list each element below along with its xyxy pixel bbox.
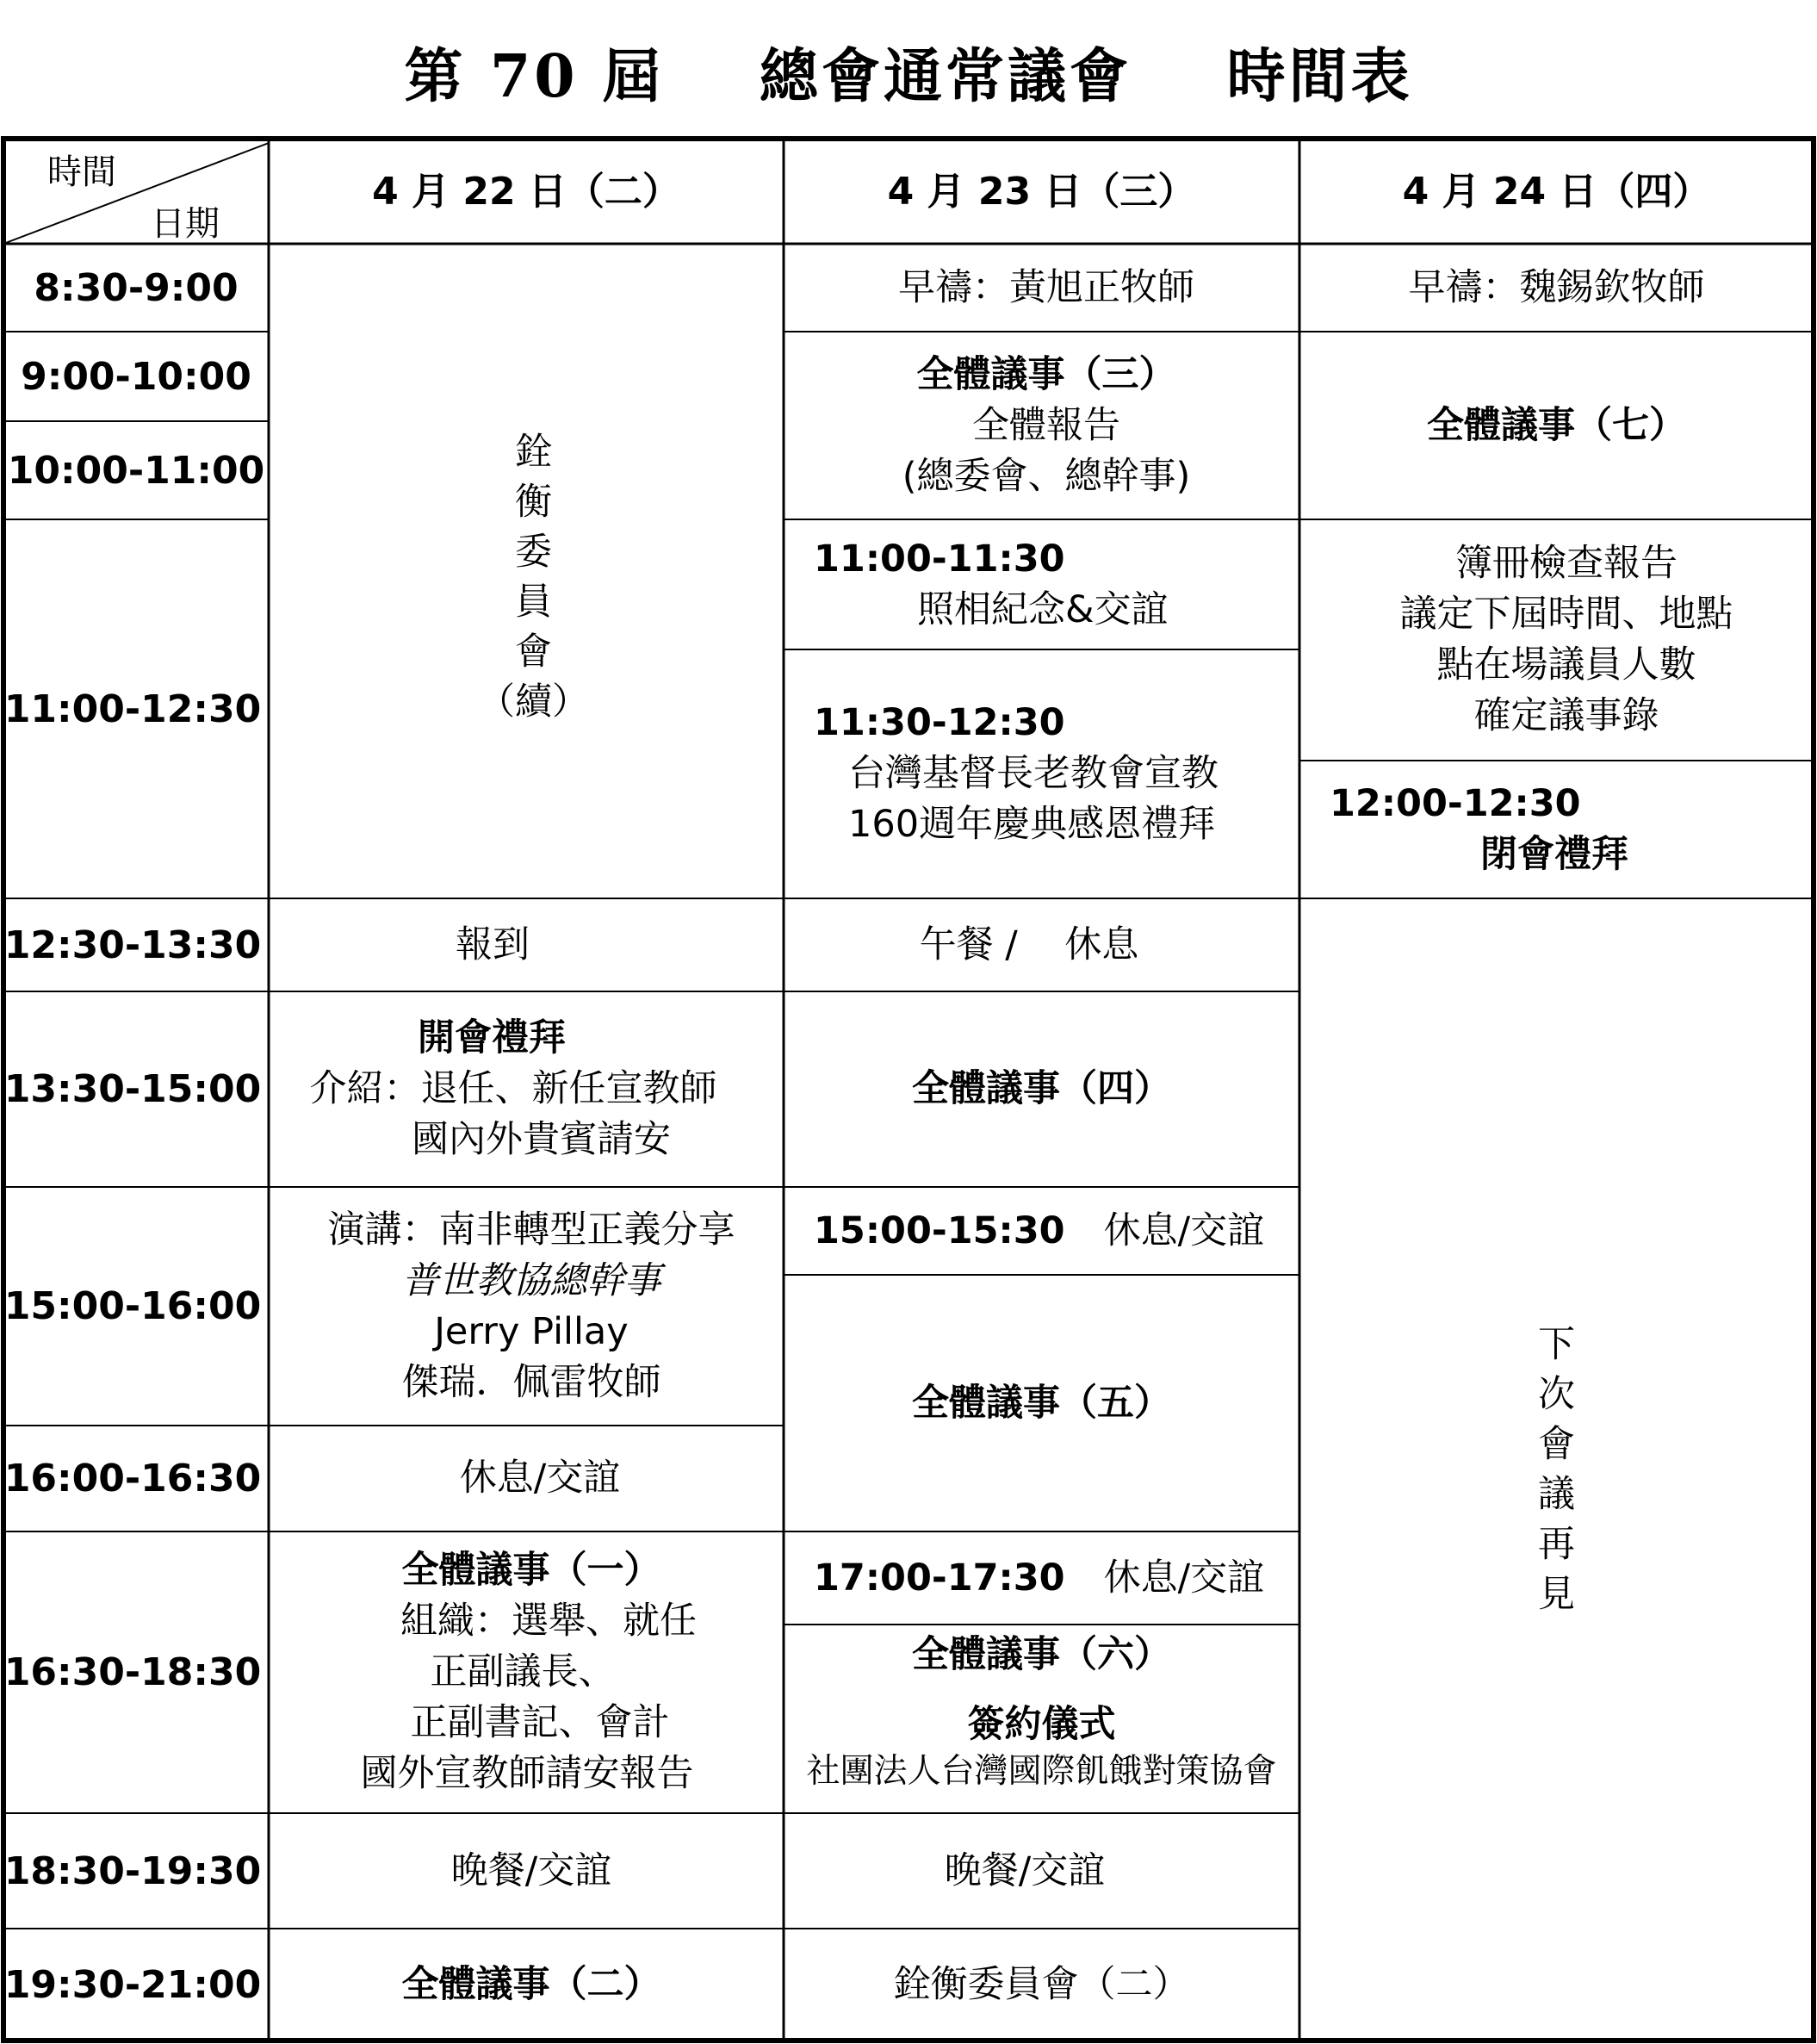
day2-photo: 11:00-11:30 照相紀念&交誼 xyxy=(814,537,1169,631)
day2-committee-2: 銓衡委員會（二） xyxy=(893,1962,1190,2006)
day2-break-1: 15:00-15:30 休息/交誼 xyxy=(814,1208,1265,1252)
day3-morning-prayer: 早禱：魏錫欽牧師 xyxy=(1408,265,1705,309)
time-slot-4: 11:00-12:30 xyxy=(3,687,262,731)
day-header-2: 4 月 23 日（三） xyxy=(887,169,1196,214)
time-slot-9: 16:30-18:30 xyxy=(3,1650,262,1694)
day-header-1: 4 月 22 日（二） xyxy=(372,169,680,214)
day1-committee-continued: 銓 衡 委 員 會 （續） xyxy=(478,431,589,724)
day2-lunch: 午餐 / 休息 xyxy=(919,923,1139,966)
day2-morning-prayer: 早禱：黃旭正牧師 xyxy=(898,265,1194,309)
day2-plenary-5: 全體議事（五） xyxy=(912,1381,1171,1425)
day3-closing-worship: 12:00-12:30 閉會禮拜 xyxy=(1330,782,1628,876)
time-slot-10: 18:30-19:30 xyxy=(3,1848,262,1893)
day1-plenary-2: 全體議事（二） xyxy=(401,1962,661,2006)
day2-dinner: 晚餐/交誼 xyxy=(944,1848,1106,1892)
day2-plenary-6-signing: 全體議事（六） 簽約儀式 社團法人台灣國際飢餓對策協會 xyxy=(806,1633,1277,1791)
time-slot-2: 9:00-10:00 xyxy=(21,354,251,399)
day1-opening-worship: 開會禮拜 介紹：退任、新任宣教師 國內外貴賓請安 xyxy=(309,1016,717,1161)
day1-break: 休息/交誼 xyxy=(459,1457,621,1500)
time-slot-6: 13:30-15:00 xyxy=(3,1067,262,1111)
time-slot-8: 16:00-16:30 xyxy=(3,1457,262,1500)
time-slot-1: 8:30-9:00 xyxy=(34,265,239,310)
day3-see-you-next-assembly: 下 次 會 議 再 見 xyxy=(1538,1323,1575,1616)
corner-time-label: 時間 xyxy=(47,152,116,192)
day-header-3: 4 月 24 日（四） xyxy=(1402,169,1711,214)
day2-anniversary-worship: 11:30-12:30 台灣基督長老教會宣教 160週年慶典感恩禮拜 xyxy=(814,701,1219,846)
time-slot-3: 10:00-11:00 xyxy=(7,448,265,493)
day3-reports: 簿冊檢查報告 議定下屆時間、地點 點在場議員人數 確定議事錄 xyxy=(1399,542,1733,737)
corner-date-label: 日期 xyxy=(151,204,220,244)
day1-plenary-1: 全體議事（一） 組織：選舉、就任 正副議長、 正副書記、會計 國外宣教師請安報告 xyxy=(360,1549,697,1795)
day1-checkin: 報到 xyxy=(456,923,530,966)
page-title: 第 70 屆 總會通常議會 時間表 xyxy=(404,42,1413,111)
day2-plenary-4: 全體議事（四） xyxy=(912,1067,1171,1110)
day3-plenary-7: 全體議事（七） xyxy=(1427,403,1686,447)
day2-break-2: 17:00-17:30 休息/交誼 xyxy=(814,1556,1265,1600)
time-slot-7: 15:00-16:00 xyxy=(3,1284,262,1328)
day1-dinner: 晚餐/交誼 xyxy=(450,1848,612,1892)
day2-plenary-3: 全體議事（三） 全體報告 (總委會、總幹事) xyxy=(902,352,1191,498)
day1-lecture: 演講：南非轉型正義分享 普世教協總幹事 Jerry Pillay 傑瑞．佩雷牧師 xyxy=(327,1208,735,1404)
time-slot-5: 12:30-13:30 xyxy=(3,923,262,967)
time-slot-11: 19:30-21:00 xyxy=(3,1962,262,2007)
